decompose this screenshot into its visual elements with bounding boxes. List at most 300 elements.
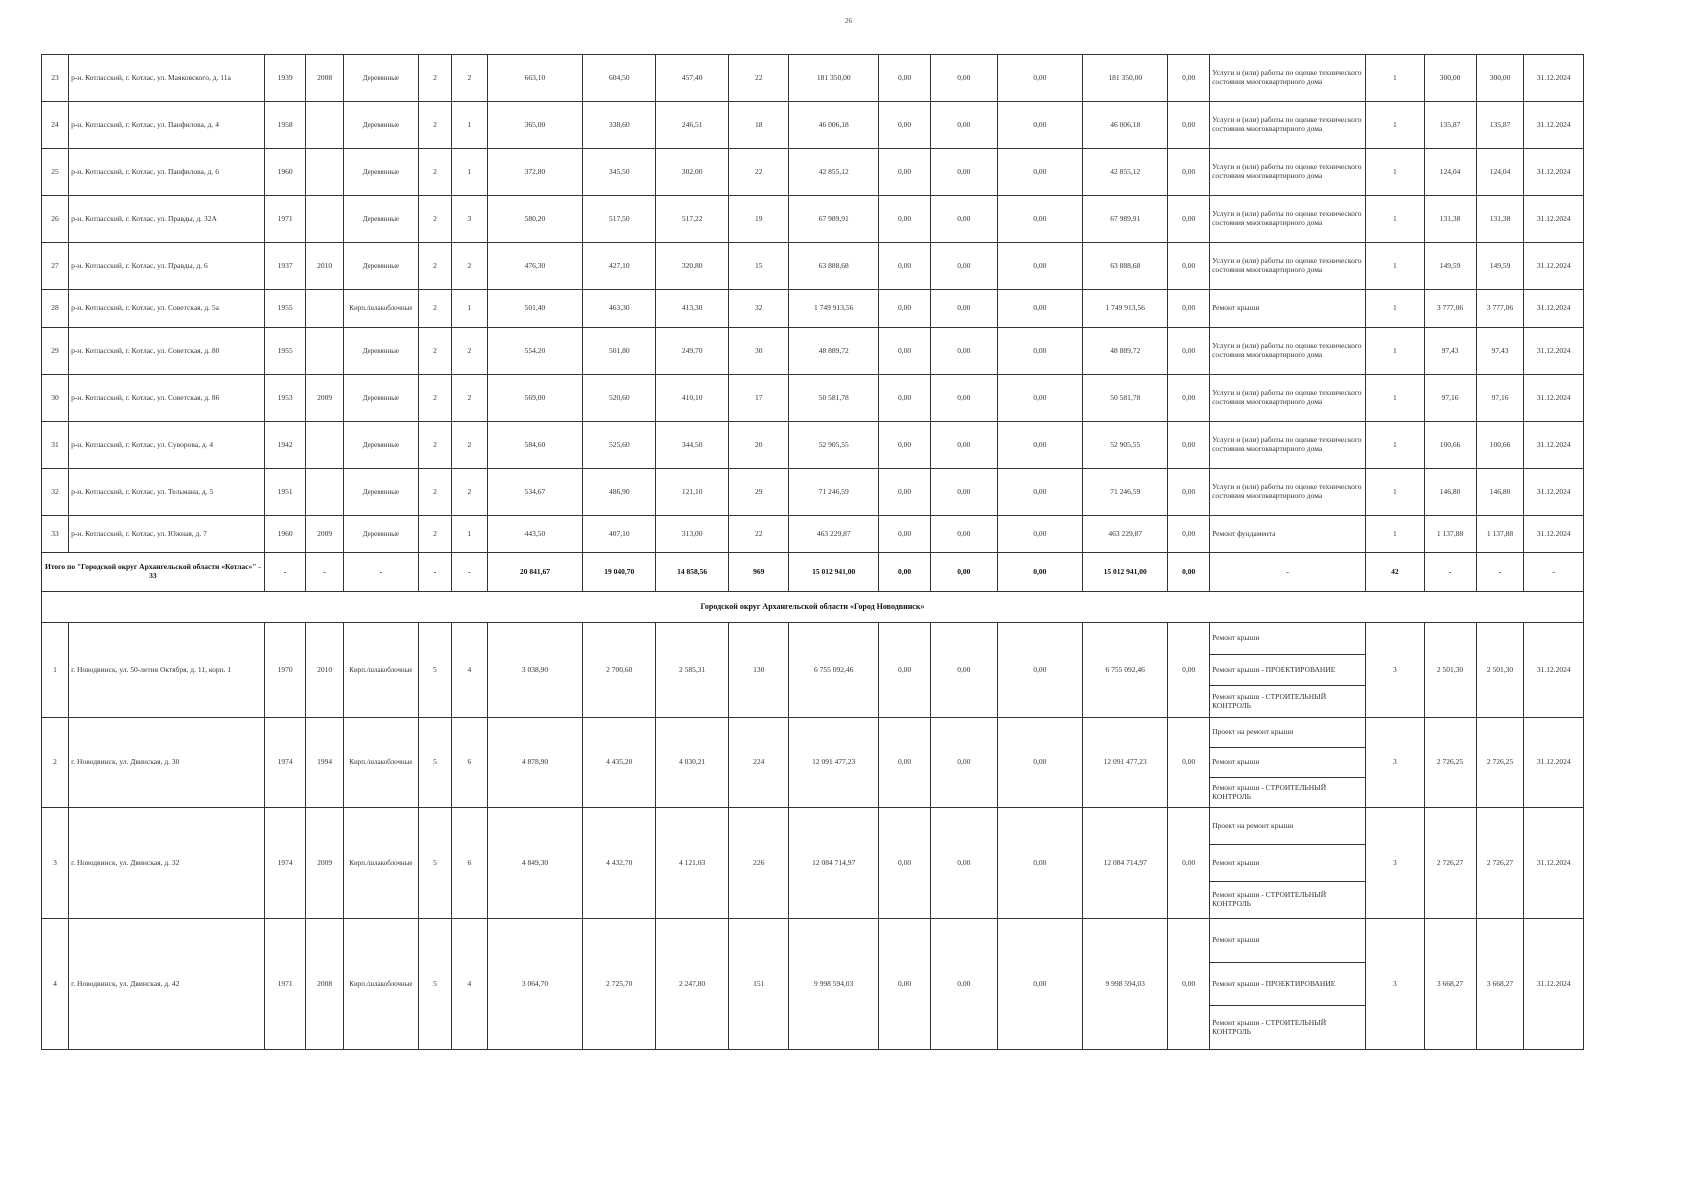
section-row: [42, 592, 1584, 623]
fund-2: 0,00: [931, 290, 998, 328]
fund-2: 0,00: [931, 623, 998, 718]
total-area-residential: 14 858,56: [656, 553, 729, 592]
year-built: 1960: [264, 149, 306, 196]
area-premises: 407,10: [583, 516, 656, 553]
completion-date: 31.12.2024: [1524, 516, 1584, 553]
total-cost: 12 084 714,97: [789, 808, 879, 919]
work-count: 1: [1366, 290, 1424, 328]
completion-date: 31.12.2024: [1524, 808, 1584, 919]
total-cost: 15 012 941,00: [789, 553, 879, 592]
limit-per-m2: 3 668,27: [1476, 919, 1524, 1050]
residents: 224: [729, 718, 789, 808]
year-renovated: 2010: [306, 243, 343, 290]
table-row: [42, 808, 1584, 919]
floors: 2: [418, 328, 451, 375]
work-type-list: [1210, 919, 1366, 1050]
area-residential: 246,51: [656, 102, 729, 149]
year-renovated: 2009: [306, 375, 343, 422]
residents: 18: [729, 102, 789, 149]
fund-2: 0,00: [931, 102, 998, 149]
limit-per-m2: 146,80: [1476, 469, 1524, 516]
owners-funds: 46 006,18: [1083, 102, 1168, 149]
total-area-total: 20 841,67: [487, 553, 583, 592]
row-number: 2: [42, 718, 69, 808]
entrances: 4: [452, 919, 487, 1050]
cost-per-m2: 2 726,27: [1424, 808, 1476, 919]
owners-funds: 181 350,00: [1083, 55, 1168, 102]
work-type: Ремонт крыши: [1210, 919, 1365, 963]
floors: 5: [418, 919, 451, 1050]
address: р-н. Котласский, г. Котлас, ул. Панфилова, д. 4: [69, 102, 265, 149]
work-type: Ремонт крыши: [1210, 748, 1365, 778]
total-fund-4: 0,00: [1168, 553, 1210, 592]
address: р-н. Котласский, г. Котлас, ул. Советская, д. 86: [69, 375, 265, 422]
area-total: 476,30: [487, 243, 583, 290]
year-built: 1971: [264, 919, 306, 1050]
year-built: 1971: [264, 196, 306, 243]
fund-1: 0,00: [879, 149, 931, 196]
work-type: Услуги и (или) работы по оценке технического состояния многоквартирного дома: [1210, 196, 1366, 243]
address: р-н. Котласский, г. Котлас, ул. Панфилова, д. 6: [69, 149, 265, 196]
work-type-list: [1210, 718, 1366, 808]
area-premises: 338,60: [583, 102, 656, 149]
year-renovated: 2008: [306, 55, 343, 102]
year-built: 1974: [264, 718, 306, 808]
entrances: 2: [452, 55, 487, 102]
completion-date: 31.12.2024: [1524, 328, 1584, 375]
owners-funds: 67 989,91: [1083, 196, 1168, 243]
fund-4: 0,00: [1168, 55, 1210, 102]
work-count: 3: [1366, 623, 1424, 718]
fund-4: 0,00: [1168, 149, 1210, 196]
year-renovated: 2008: [306, 919, 343, 1050]
entrances: 6: [452, 808, 487, 919]
table-row: [42, 55, 1584, 102]
area-total: 3 038,90: [487, 623, 583, 718]
total-cost-per-m2: -: [1424, 553, 1476, 592]
total-dash: -: [452, 553, 487, 592]
residents: 130: [729, 623, 789, 718]
fund-3: 0,00: [997, 55, 1082, 102]
total-cost: 48 889,72: [789, 328, 879, 375]
table-row: [42, 516, 1584, 553]
wall-material: Деревянные: [343, 102, 418, 149]
fund-2: 0,00: [931, 422, 998, 469]
area-premises: 525,60: [583, 422, 656, 469]
total-work: -: [1210, 553, 1366, 592]
area-total: 372,80: [487, 149, 583, 196]
work-count: 1: [1366, 375, 1424, 422]
year-renovated: [306, 469, 343, 516]
cost-per-m2: 97,16: [1424, 375, 1476, 422]
residents: 226: [729, 808, 789, 919]
fund-4: 0,00: [1168, 328, 1210, 375]
fund-4: 0,00: [1168, 919, 1210, 1050]
area-total: 569,00: [487, 375, 583, 422]
row-number: 24: [42, 102, 69, 149]
entrances: 2: [452, 375, 487, 422]
area-premises: 2 725,70: [583, 919, 656, 1050]
owners-funds: 52 905,55: [1083, 422, 1168, 469]
area-residential: 410,10: [656, 375, 729, 422]
wall-material: Деревянные: [343, 516, 418, 553]
cost-per-m2: 2 501,30: [1424, 623, 1476, 718]
year-built: 1974: [264, 808, 306, 919]
fund-4: 0,00: [1168, 808, 1210, 919]
fund-3: 0,00: [997, 623, 1082, 718]
area-premises: 517,50: [583, 196, 656, 243]
wall-material: Деревянные: [343, 243, 418, 290]
work-count: 1: [1366, 196, 1424, 243]
completion-date: 31.12.2024: [1524, 102, 1584, 149]
fund-1: 0,00: [879, 516, 931, 553]
wall-material: Кирп./шлакоблочные: [343, 718, 418, 808]
entrances: 1: [452, 516, 487, 553]
owners-funds: 63 888,68: [1083, 243, 1168, 290]
address: г. Новодвинск, ул. Двинская, д. 30: [69, 718, 265, 808]
entrances: 2: [452, 422, 487, 469]
fund-4: 0,00: [1168, 623, 1210, 718]
owners-funds: 463 229,87: [1083, 516, 1168, 553]
address: р-н. Котласский, г. Котлас, ул. Суворова, д. 4: [69, 422, 265, 469]
limit-per-m2: 3 777,06: [1476, 290, 1524, 328]
area-premises: 427,10: [583, 243, 656, 290]
fund-2: 0,00: [931, 919, 998, 1050]
work-type: Ремонт крыши: [1210, 845, 1365, 882]
total-label: Итого по "Городской округ Архангельской области «Котлас»" - 33: [42, 553, 265, 592]
address: р-н. Котласский, г. Котлас, ул. Южная, д. 7: [69, 516, 265, 553]
floors: 2: [418, 243, 451, 290]
residents: 22: [729, 55, 789, 102]
floors: 2: [418, 375, 451, 422]
area-residential: 457,40: [656, 55, 729, 102]
completion-date: 31.12.2024: [1524, 196, 1584, 243]
limit-per-m2: 2 726,27: [1476, 808, 1524, 919]
residents: 17: [729, 375, 789, 422]
limit-per-m2: 300,00: [1476, 55, 1524, 102]
address: р-н. Котласский, г. Котлас, ул. Маяковского, д. 11а: [69, 55, 265, 102]
page-number: 26: [845, 17, 852, 25]
total-cost: 6 755 092,46: [789, 623, 879, 718]
year-built: 1939: [264, 55, 306, 102]
limit-per-m2: 2 501,30: [1476, 623, 1524, 718]
completion-date: 31.12.2024: [1524, 623, 1584, 718]
area-residential: 2 247,80: [656, 919, 729, 1050]
cost-per-m2: 146,80: [1424, 469, 1476, 516]
fund-1: 0,00: [879, 55, 931, 102]
entrances: 2: [452, 469, 487, 516]
year-renovated: 2009: [306, 808, 343, 919]
address: г. Новодвинск, ул. Двинская, д. 42: [69, 919, 265, 1050]
fund-1: 0,00: [879, 623, 931, 718]
row-number: 23: [42, 55, 69, 102]
section-title: Городской округ Архангельской области «Город Новодвинск»: [42, 592, 1584, 623]
wall-material: Деревянные: [343, 196, 418, 243]
area-total: 501,40: [487, 290, 583, 328]
limit-per-m2: 97,43: [1476, 328, 1524, 375]
area-total: 584,60: [487, 422, 583, 469]
year-renovated: [306, 422, 343, 469]
cost-per-m2: 3 777,06: [1424, 290, 1476, 328]
work-type: Проект на ремонт крыши: [1210, 808, 1365, 845]
fund-1: 0,00: [879, 422, 931, 469]
fund-1: 0,00: [879, 102, 931, 149]
fund-3: 0,00: [997, 102, 1082, 149]
work-type: Услуги и (или) работы по оценке технического состояния многоквартирного дома: [1210, 469, 1366, 516]
table-row: [42, 243, 1584, 290]
work-type: Ремонт крыши - СТРОИТЕЛЬНЫЙ КОНТРОЛЬ: [1212, 692, 1327, 710]
cost-per-m2: 100,66: [1424, 422, 1476, 469]
owners-funds: 12 084 714,97: [1083, 808, 1168, 919]
work-type: Ремонт крыши: [1210, 623, 1365, 655]
wall-material: Деревянные: [343, 375, 418, 422]
owners-funds: 48 889,72: [1083, 328, 1168, 375]
limit-per-m2: 1 137,88: [1476, 516, 1524, 553]
cost-per-m2: 97,43: [1424, 328, 1476, 375]
residents: 22: [729, 149, 789, 196]
address: р-н. Котласский, г. Котлас, ул. Советская, д. 80: [69, 328, 265, 375]
wall-material: Деревянные: [343, 469, 418, 516]
fund-3: 0,00: [997, 919, 1082, 1050]
floors: 2: [418, 55, 451, 102]
row-number: 4: [42, 919, 69, 1050]
fund-4: 0,00: [1168, 422, 1210, 469]
total-limit-per-m2: -: [1476, 553, 1524, 592]
wall-material: Кирп./шлакоблочные: [343, 919, 418, 1050]
work-count: 3: [1366, 718, 1424, 808]
completion-date: 31.12.2024: [1524, 290, 1584, 328]
fund-3: 0,00: [997, 808, 1082, 919]
floors: 5: [418, 718, 451, 808]
owners-funds: 71 246,59: [1083, 469, 1168, 516]
residents: 29: [729, 469, 789, 516]
year-renovated: [306, 196, 343, 243]
fund-2: 0,00: [931, 516, 998, 553]
fund-4: 0,00: [1168, 469, 1210, 516]
address: р-н. Котласский, г. Котлас, ул. Правды, д. 6: [69, 243, 265, 290]
total-cost: 67 989,91: [789, 196, 879, 243]
work-count: 1: [1366, 328, 1424, 375]
entrances: 1: [452, 290, 487, 328]
total-date: -: [1524, 553, 1584, 592]
fund-2: 0,00: [931, 149, 998, 196]
work-type: Услуги и (или) работы по оценке технического состояния многоквартирного дома: [1210, 102, 1366, 149]
fund-1: 0,00: [879, 375, 931, 422]
fund-1: 0,00: [879, 196, 931, 243]
wall-material: Кирп./шлакоблочные: [343, 808, 418, 919]
residents: 22: [729, 516, 789, 553]
area-premises: 2 700,60: [583, 623, 656, 718]
limit-per-m2: 2 726,25: [1476, 718, 1524, 808]
row-number: 25: [42, 149, 69, 196]
year-built: 1955: [264, 328, 306, 375]
total-area-premises: 19 040,70: [583, 553, 656, 592]
fund-3: 0,00: [997, 243, 1082, 290]
area-total: 580,20: [487, 196, 583, 243]
fund-1: 0,00: [879, 328, 931, 375]
limit-per-m2: 149,59: [1476, 243, 1524, 290]
area-total: 534,67: [487, 469, 583, 516]
work-count: 1: [1366, 516, 1424, 553]
wall-material: Кирп./шлакоблочные: [343, 623, 418, 718]
fund-1: 0,00: [879, 808, 931, 919]
work-type: Ремонт крыши - СТРОИТЕЛЬНЫЙ КОНТРОЛЬ: [1212, 782, 1327, 801]
wall-material: Деревянные: [343, 328, 418, 375]
area-premises: 4 435,20: [583, 718, 656, 808]
total-cost: 1 749 913,56: [789, 290, 879, 328]
work-count: 1: [1366, 149, 1424, 196]
cost-per-m2: 3 668,27: [1424, 919, 1476, 1050]
area-premises: 501,80: [583, 328, 656, 375]
fund-3: 0,00: [997, 196, 1082, 243]
limit-per-m2: 97,16: [1476, 375, 1524, 422]
housing-repair-table: [41, 54, 1584, 1050]
total-fund-1: 0,00: [879, 553, 931, 592]
year-built: 1937: [264, 243, 306, 290]
area-residential: 4 030,21: [656, 718, 729, 808]
row-number: 29: [42, 328, 69, 375]
row-number: 33: [42, 516, 69, 553]
area-premises: 4 432,70: [583, 808, 656, 919]
cost-per-m2: 131,38: [1424, 196, 1476, 243]
area-residential: 2 585,31: [656, 623, 729, 718]
total-dash: -: [306, 553, 343, 592]
year-renovated: 2009: [306, 516, 343, 553]
floors: 2: [418, 149, 451, 196]
residents: 20: [729, 422, 789, 469]
wall-material: Деревянные: [343, 55, 418, 102]
floors: 5: [418, 623, 451, 718]
area-premises: 345,50: [583, 149, 656, 196]
fund-3: 0,00: [997, 328, 1082, 375]
area-total: 365,00: [487, 102, 583, 149]
entrances: 2: [452, 328, 487, 375]
address: р-н. Котласский, г. Котлас, ул. Советская, д. 5а: [69, 290, 265, 328]
table-row: [42, 623, 1584, 718]
residents: 32: [729, 290, 789, 328]
total-cost: 50 581,78: [789, 375, 879, 422]
address: р-н. Котласский, г. Котлас, ул. Тельмана, д. 5: [69, 469, 265, 516]
row-number: 32: [42, 469, 69, 516]
fund-1: 0,00: [879, 718, 931, 808]
total-fund-2: 0,00: [931, 553, 998, 592]
fund-3: 0,00: [997, 718, 1082, 808]
fund-4: 0,00: [1168, 102, 1210, 149]
total-row: [42, 553, 1584, 592]
floors: 2: [418, 290, 451, 328]
cost-per-m2: 2 726,25: [1424, 718, 1476, 808]
total-cost: 463 229,87: [789, 516, 879, 553]
work-type: Услуги и (или) работы по оценке технического состояния многоквартирного дома: [1210, 328, 1366, 375]
total-cost: 181 350,00: [789, 55, 879, 102]
area-residential: 320,80: [656, 243, 729, 290]
wall-material: Деревянные: [343, 422, 418, 469]
year-renovated: [306, 102, 343, 149]
fund-1: 0,00: [879, 243, 931, 290]
completion-date: 31.12.2024: [1524, 243, 1584, 290]
fund-2: 0,00: [931, 55, 998, 102]
area-residential: 313,00: [656, 516, 729, 553]
completion-date: 31.12.2024: [1524, 55, 1584, 102]
fund-2: 0,00: [931, 718, 998, 808]
work-count: 1: [1366, 469, 1424, 516]
area-total: 4 878,90: [487, 718, 583, 808]
area-residential: 121,10: [656, 469, 729, 516]
work-type-list: [1210, 808, 1366, 919]
table-row: [42, 422, 1584, 469]
area-residential: 302,00: [656, 149, 729, 196]
work-type: Ремонт крыши - СТРОИТЕЛЬНЫЙ КОНТРОЛЬ: [1212, 890, 1327, 908]
work-type: Услуги и (или) работы по оценке технического состояния многоквартирного дома: [1210, 422, 1366, 469]
fund-1: 0,00: [879, 469, 931, 516]
work-type: Услуги и (или) работы по оценке технического состояния многоквартирного дома: [1210, 149, 1366, 196]
table-row: [42, 328, 1584, 375]
total-fund-3: 0,00: [997, 553, 1082, 592]
owners-funds: 9 998 594,03: [1083, 919, 1168, 1050]
area-residential: 4 121,03: [656, 808, 729, 919]
fund-3: 0,00: [997, 469, 1082, 516]
owners-funds: 50 581,78: [1083, 375, 1168, 422]
fund-3: 0,00: [997, 422, 1082, 469]
total-owners-funds: 15 012 941,00: [1083, 553, 1168, 592]
work-count: 1: [1366, 55, 1424, 102]
fund-4: 0,00: [1168, 290, 1210, 328]
table-row: [42, 718, 1584, 808]
entrances: 2: [452, 243, 487, 290]
area-total: 443,50: [487, 516, 583, 553]
owners-funds: 6 755 092,46: [1083, 623, 1168, 718]
work-count: 1: [1366, 102, 1424, 149]
area-residential: 413,30: [656, 290, 729, 328]
table-row: [42, 149, 1584, 196]
completion-date: 31.12.2024: [1524, 718, 1584, 808]
fund-2: 0,00: [931, 328, 998, 375]
owners-funds: 42 855,12: [1083, 149, 1168, 196]
fund-4: 0,00: [1168, 375, 1210, 422]
work-type: Ремонт фундамента: [1210, 516, 1366, 553]
fund-2: 0,00: [931, 375, 998, 422]
work-count: 3: [1366, 808, 1424, 919]
work-type: Услуги и (или) работы по оценке технического состояния многоквартирного дома: [1210, 55, 1366, 102]
row-number: 31: [42, 422, 69, 469]
total-cost: 42 855,12: [789, 149, 879, 196]
table-row: [42, 290, 1584, 328]
floors: 2: [418, 196, 451, 243]
area-residential: 517,22: [656, 196, 729, 243]
table-row: [42, 196, 1584, 243]
year-renovated: 2010: [306, 623, 343, 718]
work-type: Услуги и (или) работы по оценке технического состояния многоквартирного дома: [1210, 243, 1366, 290]
year-built: 1953: [264, 375, 306, 422]
year-renovated: [306, 290, 343, 328]
wall-material: Кирп./шлакоблочные: [343, 290, 418, 328]
fund-3: 0,00: [997, 149, 1082, 196]
table-row: [42, 102, 1584, 149]
completion-date: 31.12.2024: [1524, 375, 1584, 422]
work-count: 3: [1366, 919, 1424, 1050]
fund-3: 0,00: [997, 516, 1082, 553]
residents: 151: [729, 919, 789, 1050]
year-built: 1955: [264, 290, 306, 328]
total-cost: 52 905,55: [789, 422, 879, 469]
work-type: Ремонт крыши: [1210, 290, 1366, 328]
limit-per-m2: 131,38: [1476, 196, 1524, 243]
residents: 15: [729, 243, 789, 290]
floors: 2: [418, 102, 451, 149]
row-number: 26: [42, 196, 69, 243]
address: р-н. Котласский, г. Котлас, ул. Правды, д. 32А: [69, 196, 265, 243]
fund-2: 0,00: [931, 196, 998, 243]
